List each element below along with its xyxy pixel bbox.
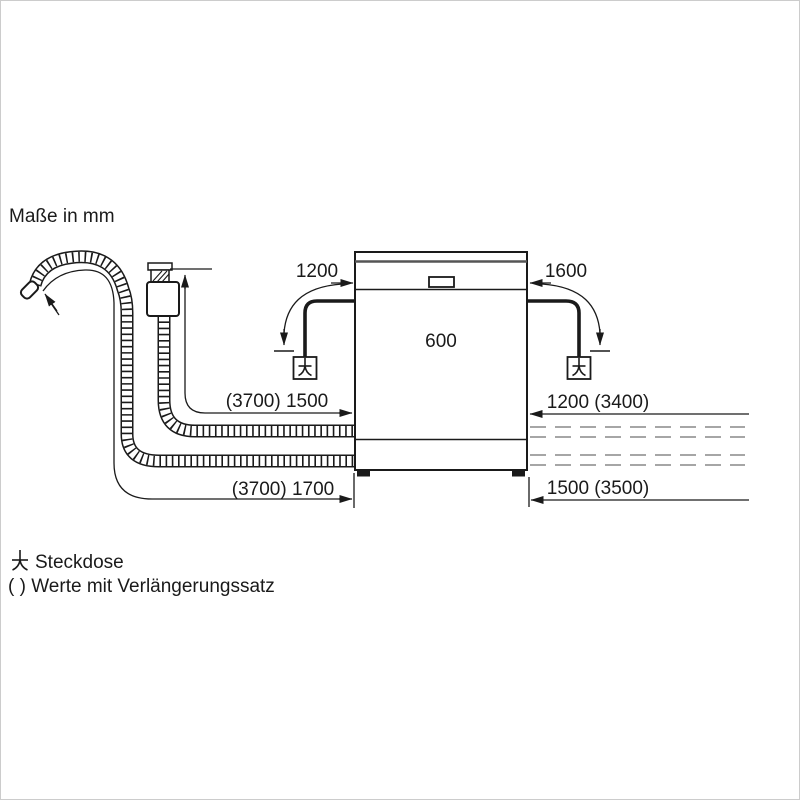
dim-right-drain-label: 1500 (3500) [546,478,650,499]
legend-socket-label: Steckdose [35,552,124,573]
power-cable-left [305,301,354,357]
installation-diagram [1,1,800,801]
dim-supply-hose-label: (3700) 1500 [225,391,329,412]
page-title: Maße in mm [9,206,115,227]
dim-right-supply-label: 1200 (3400) [546,392,650,413]
legend-socket-icon [12,550,28,570]
extended-hose-dashed-lines [530,427,745,465]
dim-left-cable-label: 1200 [295,261,339,282]
dim-right-cable-label: 1600 [544,261,588,282]
dishwasher [355,252,527,477]
power-cable-right [528,301,579,357]
aquastop-valve [147,263,179,316]
drain-end-arrow [45,294,57,311]
door-handle [429,277,454,287]
legend-parentheses-note: ( ) Werte mit Verlängerungssatz [8,576,275,597]
socket-icon-right [568,357,591,379]
legend [8,550,275,597]
socket-icon-left [294,357,317,379]
dim-drain-hose-label: (3700) 1700 [231,479,335,500]
appliance-width-label: 600 [425,331,457,352]
left-foot [357,470,370,477]
right-foot [512,470,525,477]
